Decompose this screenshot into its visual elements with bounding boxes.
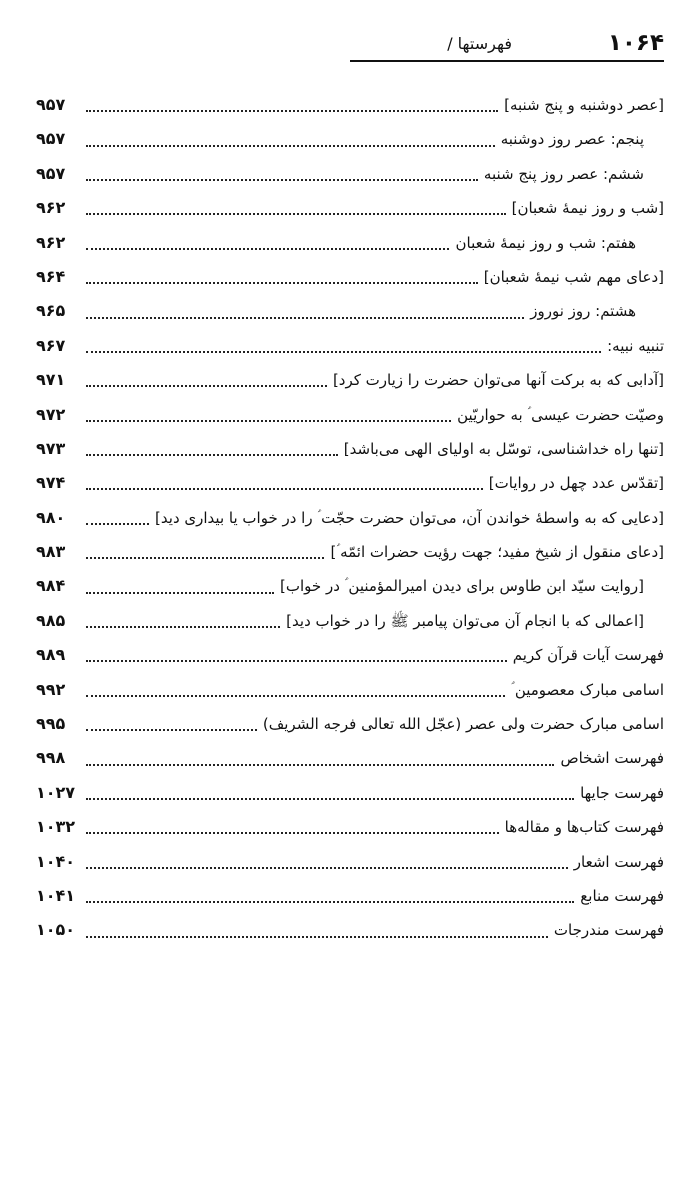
toc-entry-title: اسامی مبارک معصومین ؑ (511, 680, 664, 699)
toc-entry-page: ۹۶۲ (36, 198, 66, 218)
dot-leader (86, 110, 498, 112)
toc-entry (36, 604, 664, 638)
table-of-contents (36, 88, 664, 948)
toc-entry-page: ۹۶۷ (36, 335, 66, 355)
toc-entry-title: [روایت سیّد ابن طاوس برای دیدن امیرالمؤمنین ؑ در خواب] (280, 577, 644, 596)
toc-entry-title: فهرست اشخاص (560, 749, 664, 768)
toc-entry-title: فهرست کتاب‌ها و مقاله‌ها (504, 818, 664, 837)
toc-entry-page: ۱۰۵۰ (36, 920, 76, 940)
dot-leader (86, 660, 507, 662)
toc-entry-title: [دعای منقول از شیخ مفید؛ جهت رؤیت حضرات ائمّه ؑ] (330, 543, 664, 562)
dot-leader (86, 764, 554, 766)
toc-entry-title: [اعمالی که با انجام آن می‌توان پیامبر ﷺ را در خواب دید] (286, 611, 644, 630)
toc-entry (36, 638, 664, 672)
toc-entry (36, 741, 664, 775)
toc-entry-page: ۹۸۳ (36, 542, 66, 562)
dot-leader (86, 592, 274, 594)
dot-leader (86, 454, 338, 456)
toc-entry (36, 363, 664, 397)
toc-entry (36, 810, 664, 844)
toc-entry (36, 569, 664, 603)
toc-entry-page: ۹۶۲ (36, 232, 66, 252)
toc-entry-page: ۹۹۸ (36, 748, 66, 768)
toc-entry-page: ۹۸۹ (36, 645, 66, 665)
toc-entry (36, 398, 664, 432)
toc-entry (36, 707, 664, 741)
dot-leader (86, 936, 548, 938)
dot-leader (86, 832, 499, 834)
header-rule (350, 60, 664, 62)
toc-entry (36, 260, 664, 294)
toc-entry-page: ۹۵۷ (36, 163, 66, 183)
dot-leader (86, 282, 478, 284)
toc-entry (36, 879, 664, 913)
toc-entry-title: وصیّت حضرت عیسی ؑ به حواریّین (457, 405, 664, 424)
toc-entry-page: ۹۷۴ (36, 473, 66, 493)
toc-entry (36, 157, 664, 191)
toc-entry-title: فهرست اشعار (573, 852, 664, 871)
toc-entry-title: هفتم: شب و روز نیمهٔ شعبان (455, 233, 636, 252)
toc-entry-page: ۹۵۷ (36, 95, 66, 114)
toc-entry (36, 88, 664, 122)
toc-entry (36, 294, 664, 328)
toc-entry-page: ۹۷۱ (36, 370, 66, 390)
toc-entry (36, 329, 664, 363)
toc-entry-title: [دعای مهم شب نیمهٔ شعبان] (483, 267, 664, 286)
running-title: فهرستها / (447, 34, 512, 53)
toc-entry (36, 535, 664, 569)
toc-entry-title: هشتم: روز نوروز (530, 302, 636, 321)
toc-entry (36, 845, 664, 879)
toc-entry-title: فهرست جایها (580, 783, 664, 802)
dot-leader (86, 179, 478, 181)
toc-entry-title: [دعایی که به واسطهٔ خواندن آن، می‌توان حضرت حجّت ؑ را در خواب یا بیداری دید] (155, 508, 664, 527)
toc-entry-title: فهرست مندرجات (553, 921, 664, 940)
dot-leader (86, 488, 483, 490)
toc-entry (36, 776, 664, 810)
toc-entry-title: [عصر دوشنبه و پنج شنبه] (504, 96, 664, 114)
toc-entry-page: ۹۷۲ (36, 404, 66, 424)
toc-entry (36, 122, 664, 156)
toc-entry-title: [شب و روز نیمهٔ شعبان] (511, 199, 664, 218)
toc-entry (36, 466, 664, 500)
dot-leader (86, 729, 257, 731)
toc-entry-title: پنجم: عصر روز دوشنبه (500, 130, 644, 149)
toc-entry (36, 191, 664, 225)
toc-entry-title: ششم: عصر روز پنج شنبه (483, 164, 644, 183)
toc-entry-page: ۹۸۰ (36, 507, 66, 527)
toc-entry-title: فهرست آیات قرآن کریم (512, 646, 664, 665)
dot-leader (86, 626, 280, 628)
dot-leader (86, 213, 506, 215)
dot-leader (86, 798, 574, 800)
toc-entry-page: ۹۸۴ (36, 576, 66, 596)
toc-entry (36, 432, 664, 466)
dot-leader (86, 248, 449, 250)
toc-entry-page: ۹۶۴ (36, 266, 66, 286)
toc-entry-page: ۹۹۲ (36, 679, 66, 699)
toc-entry-page: ۹۵۷ (36, 129, 66, 149)
toc-entry-page: ۹۹۵ (36, 714, 66, 734)
toc-entry (36, 673, 664, 707)
toc-entry-page: ۹۸۵ (36, 610, 66, 630)
toc-entry (36, 501, 664, 535)
dot-leader (86, 317, 524, 319)
toc-entry-title: فهرست منابع (580, 886, 664, 905)
dot-leader (86, 420, 451, 422)
dot-leader (86, 523, 149, 525)
toc-entry-page: ۱۰۴۰ (36, 851, 76, 871)
toc-entry-title: [تقدّس عدد چهل در روایات] (488, 474, 664, 493)
toc-entry (36, 226, 664, 260)
toc-entry-title: تنبیه نبیه: (607, 336, 664, 355)
toc-entry-title: اسامی مبارک حضرت ولی عصر (عجّل الله تعالی فرجه الشریف) (262, 715, 664, 734)
dot-leader (86, 557, 324, 559)
dot-leader (86, 695, 505, 697)
dot-leader (86, 901, 574, 903)
toc-entry-page: ۱۰۴۱ (36, 885, 76, 905)
page-number: ۱۰۶۴ (607, 30, 664, 56)
page-header (350, 26, 664, 66)
toc-entry-page: ۱۰۲۷ (36, 782, 76, 802)
toc-entry-page: ۹۶۵ (36, 301, 66, 321)
toc-entry-title: [تنها راه خداشناسی، توسّل به اولیای الهی می‌باشد] (343, 439, 664, 458)
toc-entry-page: ۹۷۳ (36, 438, 66, 458)
dot-leader (86, 867, 568, 869)
dot-leader (86, 145, 495, 147)
toc-entry (36, 913, 664, 947)
toc-entry-title: [آدابی که به برکت آنها می‌توان حضرت را زیارت کرد] (332, 371, 664, 390)
dot-leader (86, 385, 327, 387)
dot-leader (86, 351, 601, 353)
toc-entry-page: ۱۰۳۲ (36, 817, 76, 837)
